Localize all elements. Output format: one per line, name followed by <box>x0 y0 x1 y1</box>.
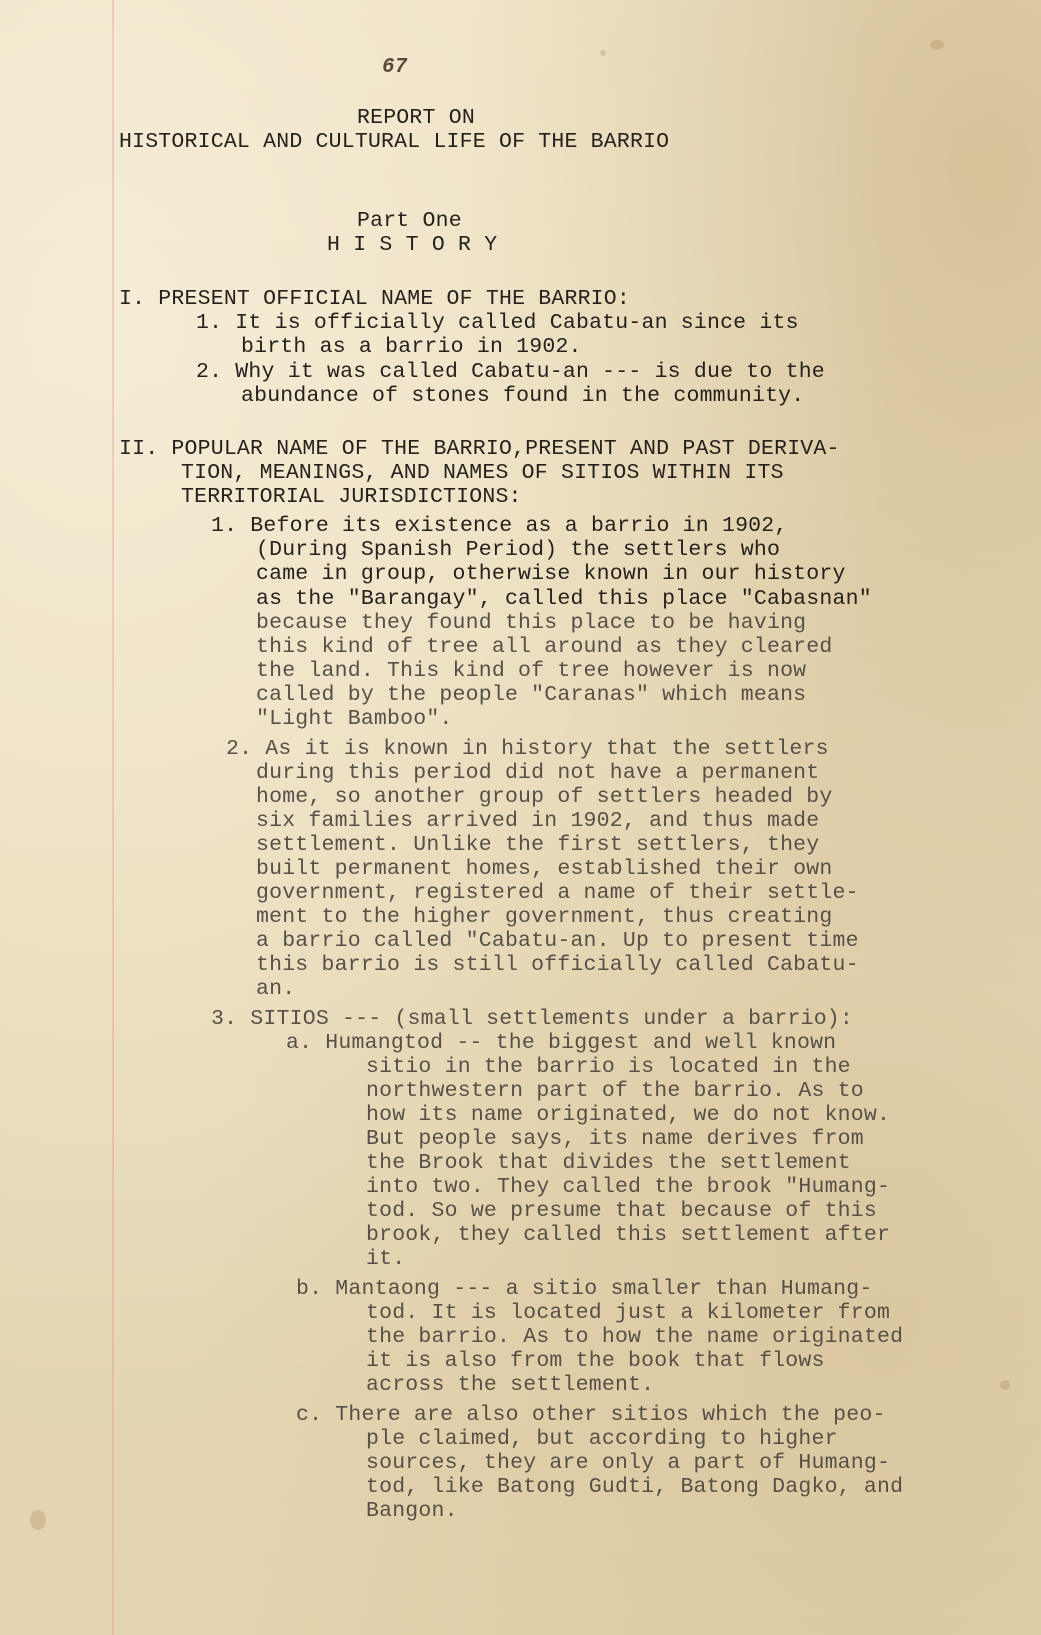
text-line: during this period did not have a permanent <box>256 761 820 785</box>
section-heading: TERRITORIAL JURISDICTIONS: <box>181 485 522 509</box>
text-line: it. <box>366 1247 406 1271</box>
text-line: brook, they called this settlement after <box>366 1223 891 1247</box>
text-line: called by the people "Caranas" which means <box>256 683 807 707</box>
section-heading: I. PRESENT OFFICIAL NAME OF THE BARRIO: <box>119 287 630 311</box>
text-line: a barrio called "Cabatu-an. Up to present time <box>256 929 859 953</box>
stain-spot <box>30 1510 46 1530</box>
text-line: 1. Before its existence as a barrio in 1902, <box>211 514 788 538</box>
text-line: settlement. Unlike the first settlers, they <box>256 833 820 857</box>
text-line: tod. It is located just a kilometer from <box>366 1301 891 1325</box>
text-line: into two. They called the brook "Humang- <box>366 1175 891 1199</box>
text-line: ment to the higher government, thus creating <box>256 905 833 929</box>
text-line: But people says, its name derives from <box>366 1127 864 1151</box>
stain-spot <box>930 40 944 50</box>
text-line: the barrio. As to how the name originated <box>366 1325 904 1349</box>
text-line: Bangon. <box>366 1499 458 1523</box>
stain-spot <box>600 50 606 56</box>
text-line: b. Mantaong --- a sitio smaller than Humang- <box>296 1277 873 1301</box>
text-line: the land. This kind of tree however is now <box>256 659 807 683</box>
text-line: tod. So we presume that because of this <box>366 1199 877 1223</box>
text-line: how its name originated, we do not know. <box>366 1103 891 1127</box>
stain-spot <box>1000 1380 1010 1390</box>
text-line: because they found this place to be having <box>256 611 807 635</box>
text-line: an. <box>256 977 296 1001</box>
text-line: home, so another group of settlers headed by <box>256 785 833 809</box>
text-line: 2. Why it was called Cabatu-an --- is due to the <box>196 360 825 384</box>
text-line: built permanent homes, established their own <box>256 857 833 881</box>
text-line: a. Humangtod -- the biggest and well known <box>286 1031 837 1055</box>
page-number: 67 <box>382 56 408 79</box>
text-line: came in group, otherwise known in our history <box>256 562 846 586</box>
text-line: this barrio is still officially called Cabatu- <box>256 953 859 977</box>
text-line: the Brook that divides the settlement <box>366 1151 851 1175</box>
text-line: sources, they are only a part of Humang- <box>366 1451 891 1475</box>
text-line: sitio in the barrio is located in the <box>366 1055 851 1079</box>
part-title: H I S T O R Y <box>327 233 498 257</box>
text-line: ple claimed, but according to higher <box>366 1427 838 1451</box>
text-line: as the "Barangay", called this place "Cabasnan" <box>256 587 872 611</box>
text-line: government, registered a name of their settle- <box>256 881 859 905</box>
report-subheading: HISTORICAL AND CULTURAL LIFE OF THE BARRIO <box>119 130 670 154</box>
section-heading: II. POPULAR NAME OF THE BARRIO,PRESENT AND PAST DERIVA- <box>119 437 840 461</box>
margin-rule <box>112 0 114 1635</box>
text-line: northwestern part of the barrio. As to <box>366 1079 864 1103</box>
text-line: 1. It is officially called Cabatu-an since its <box>196 311 799 335</box>
text-line: abundance of stones found in the community. <box>241 384 805 408</box>
text-line: across the settlement. <box>366 1373 655 1397</box>
text-line: birth as a barrio in 1902. <box>241 335 582 359</box>
text-line: 3. SITIOS --- (small settlements under a barrio): <box>211 1007 854 1031</box>
text-line: c. There are also other sitios which the peo- <box>296 1403 886 1427</box>
text-line: six families arrived in 1902, and thus made <box>256 809 820 833</box>
text-line: tod, like Batong Gudti, Batong Dagko, and <box>366 1475 904 1499</box>
text-line: "Light Bamboo". <box>256 707 453 731</box>
section-heading: TION, MEANINGS, AND NAMES OF SITIOS WITHIN ITS <box>181 461 784 485</box>
text-line: (During Spanish Period) the settlers who <box>256 538 781 562</box>
report-heading: REPORT ON <box>357 106 475 130</box>
text-line: 2. As it is known in history that the settlers <box>226 737 829 761</box>
text-line: this kind of tree all around as they cleared <box>256 635 833 659</box>
text-line: it is also from the book that flows <box>366 1349 825 1373</box>
part-label: Part One <box>357 209 462 233</box>
